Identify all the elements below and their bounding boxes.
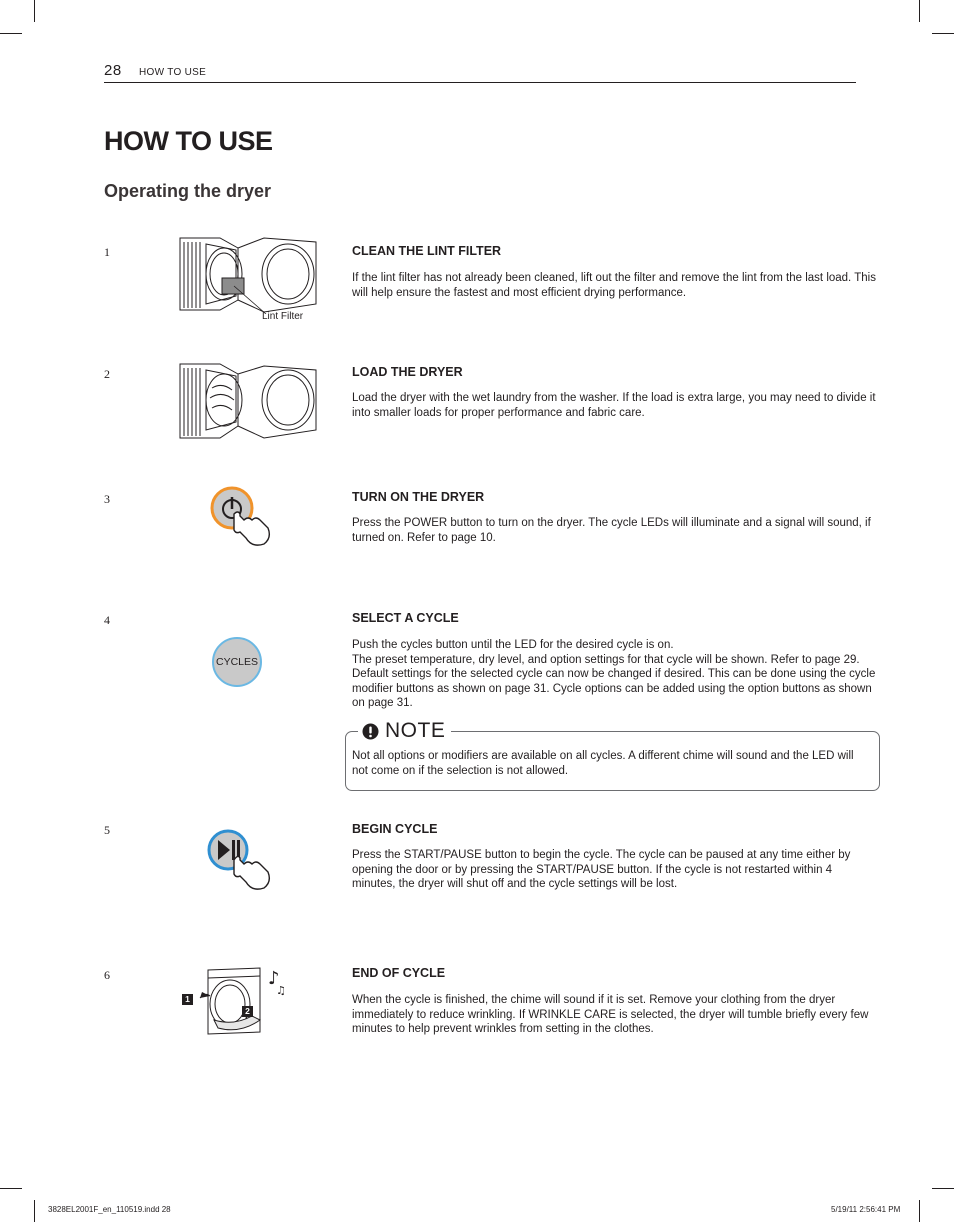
step-body: When the cycle is finished, the chime will sound if it is set. Remove your clothing from the dryer immediately to reduce wrinkling. If WRINKLE CARE is selected, the dryer will tumble briefly every few minutes to help prevent wrinkles from setting in the clothes. [352, 994, 869, 1035]
running-header-section: HOW TO USE [139, 67, 207, 78]
music-note-icon: ♫ [276, 984, 286, 997]
footer-timestamp: 5/19/11 2:56:41 PM [831, 1205, 901, 1214]
lint-filter-caption: Lint Filter [262, 311, 304, 322]
step-body: If the lint filter has not already been cleaned, lift out the filter and remove the lint from the last load. This will help ensure the fastest and most efficient drying performance. [352, 272, 876, 299]
step-number: 3 [104, 492, 110, 506]
note-body: Not all options or modifiers are available on all cycles. A different chime will sound and the LED will not come on if the selection is not allowed. [352, 750, 854, 777]
cycles-button-label: CYCLES [215, 656, 258, 668]
crop-mark [34, 1200, 35, 1222]
step-heading: TURN ON THE DRYER [352, 490, 485, 504]
step-number: 1 [104, 245, 110, 259]
step-heading: LOAD THE DRYER [352, 365, 463, 379]
step-number: 5 [104, 823, 110, 837]
footer-file-slug: 3828EL2001F_en_110519.indd 28 [48, 1205, 171, 1214]
step-body-line: The preset temperature, dry level, and option settings for that cycle will be shown. Refer to page 29. Default settings for the selected cycle can now be changed if desired. This can be done using the cycle modifier buttons as shown on page 31. Cycle options can be added using the option buttons as shown on page 31. [352, 653, 876, 709]
step-number: 6 [104, 968, 110, 982]
step-heading: END OF CYCLE [352, 966, 446, 980]
step-body-line: Push the cycles button until the LED for the desired cycle is on. [352, 639, 674, 651]
step-body [352, 638, 877, 711]
exclamation-circle-icon [362, 723, 379, 740]
step-body: Press the START/PAUSE button to begin the cycle. The cycle can be paused at any time either by opening the door or by pressing the START/PAUSE button. If the cycle is not restarted within 4 minutes, the dryer will shut off and the cycle settings will be lost. [352, 849, 851, 890]
step-heading: BEGIN CYCLE [352, 822, 438, 836]
music-note-icon: ♪ [268, 968, 280, 989]
header-rule [104, 82, 856, 83]
page-title: HOW TO USE [104, 126, 273, 156]
crop-mark [919, 1200, 920, 1222]
section-subtitle: Operating the dryer [104, 181, 272, 201]
start-pause-button-illustration [206, 828, 272, 898]
dryer-lint-filter-illustration [176, 234, 326, 314]
note-label: NOTE [385, 719, 446, 742]
load-dryer-illustration [176, 360, 326, 440]
step-heading: CLEAN THE LINT FILTER [352, 244, 502, 258]
crop-mark [932, 1188, 954, 1189]
crop-mark [34, 0, 35, 22]
step-marker-2: 2 [242, 1006, 253, 1017]
crop-mark [0, 33, 22, 34]
end-of-cycle-illustration [180, 962, 290, 1040]
step-body: Load the dryer with the wet laundry from the washer. If the load is extra large, you may need to divide it into smaller loads for proper performance and fabric care. [352, 392, 876, 419]
crop-mark [932, 33, 954, 34]
power-button-illustration [208, 484, 274, 554]
note-header [358, 719, 451, 743]
step-number: 4 [104, 613, 110, 627]
step-body: Press the POWER button to turn on the dryer. The cycle LEDs will illuminate and a signal will sound, if turned on. Refer to page 10. [352, 517, 871, 544]
step-number: 2 [104, 367, 110, 381]
page-number: 28 [104, 62, 122, 79]
crop-mark [919, 0, 920, 22]
step-heading: SELECT A CYCLE [352, 611, 459, 625]
crop-mark [0, 1188, 22, 1189]
step-marker-1: 1 [182, 994, 193, 1005]
